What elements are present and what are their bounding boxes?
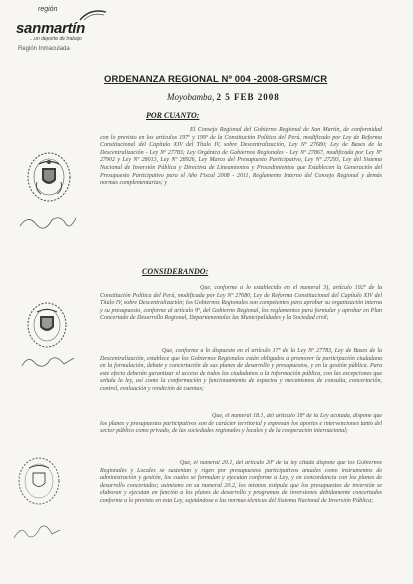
official-seal-icon — [25, 150, 73, 204]
place-text: Moyobamba, — [167, 92, 215, 102]
ordinance-title: ORDENANZA REGIONAL Nº 004 -2008-GRSM/CR — [104, 74, 328, 85]
section-heading-considerando: CONSIDERANDO: — [142, 267, 209, 276]
section-heading-por-cuanto: POR CUANTO: — [146, 111, 200, 120]
logo-region-text: región — [38, 6, 58, 13]
official-seal-icon — [16, 455, 62, 507]
signature-scribble-icon — [20, 352, 76, 372]
region-logo — [16, 6, 136, 54]
logo-swoosh-icon — [78, 8, 108, 22]
logo-tagline-text: ...un deporte de trabajo — [30, 36, 82, 42]
logo-name-text: sanmartín — [16, 20, 85, 37]
paragraph-considerando-2: Que, conforme a lo dispuesto en el artículo 17º de la Ley Nº 27783, Ley de Bases de la Descentralización, establece que los Gobiernos Regionales están obligados a promover la participación ciudadana en la formulación, debate y concertación de sus planes de desarrollo y presupuestos, y en la gestión pública. Para este efecto deberán garantizar el acceso de todos los ciudadanos a la información pública, con las excepciones que señala la ley, así como la conformación y funcionamiento de espacios y mecanismos de consulta, concertación, control, evaluación y rendición de cuentas; — [100, 348, 382, 392]
paragraph-considerando-4: Que, el numeral 20.1, del artículo 20º de la ley citada dispone que los Gobiernos Regionales y Locales se sustentan y rigen por presupuestos participativos anuales como instrumentos de administración y gestión, los cuales se formulan y ejecutan conforme a Ley, y en concordancia con los planes de desarrollo concertados; asimismo en su numeral 20.2, los mismos estipula que los presupuestos de inversión se elaboran y ejecutan en función a los planes de desarrollo y programas de inversiones debidamente concertados conforme a lo previsto en esta Ley, sujetándose a las normas técnicas del Sistema Nacional de Inversión Pública; — [100, 460, 382, 504]
signature-scribble-icon — [12, 520, 62, 542]
official-seal-icon — [25, 300, 69, 350]
paragraph-considerando-1: Que, conforme a lo establecido en el numeral 3), artículo 192º de la Constitución Política del Perú, modificada por Ley Nº 27680, Ley de Reforma Constitucional del Capítulo XIV del Título IV, sobre Descentralización; los Gobiernos Regionales son competentes para aprobar su organización interna y su presupuesto, conforme al artículo 9º, del Gobierno Regional, los reglamentos para formular y aprobar en Plan Concertado de Desarrollo Regional, Departamentales las Municipalidades y la Sociedad civil; — [100, 285, 382, 322]
paragraph-considerando-3: Que, el numeral 18.1, del artículo 18º de la Ley acotada, dispone que los planes y presupuestos participativos son de carácter territorial y expresan los aportes e intervenciones tanto del sector público como privado, de las sociedades regionales y locales y de la cooperación internacional; — [100, 413, 382, 435]
signature-scribble-icon — [18, 210, 78, 232]
logo-sub-text: Región Inmaculada — [18, 46, 70, 52]
date-stamp: 2 5 FEB 2008 — [216, 92, 280, 102]
place-date-line — [167, 92, 280, 102]
paragraph-por-cuanto: El Consejo Regional del Gobierno Regional de San Martín, de conformidad con lo previsto en los artículos 197º y 199º de la Constitución Política del Perú, modificado por Ley de Reforma Constitucional del Capítulo XIV del Título IV, sobre Descentralización, Ley Nº 27680; Ley de Bases de la Descentralización - Ley Nº 27783; Ley Orgánica de Gobiernos Regionales - Ley Nº 27867, modificada por Ley Nº 27902 y Ley Nº 28013, Ley Nº 28926, Ley Marco del Presupuesto Participativo, Ley Nº 27293, Ley del Sistema Nacional de Inversión Pública y Directiva de Lineamientos y Procedimientos que Establecen la Generación del Presupuesto Participativo para el Año Fiscal 2008 - 2011, Reglamento Interno del Consejo Regional y demás normas complementarias; y — [100, 127, 382, 187]
